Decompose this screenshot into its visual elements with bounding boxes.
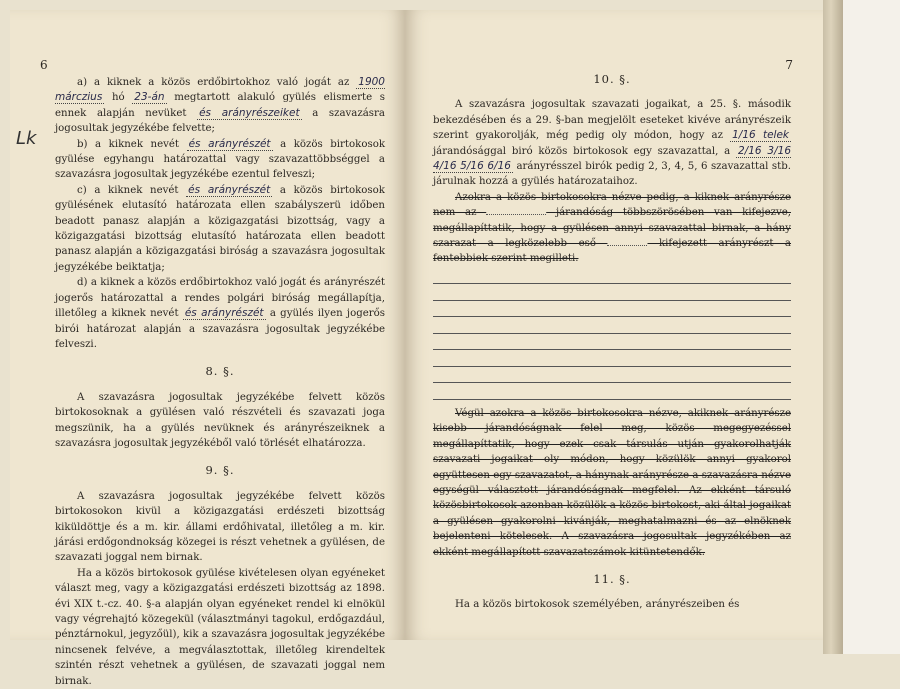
section-8-paragraph: A szavazásra jogosultak jegyzékébe felvett közös birtokosoknak a gyülésen való részvételi és szavazati joga megszünik, ha a gyülés nevüknek és arányrészeiknek a szavazásra jogosultak jegyzékéből való törlését elhatározza.: [55, 391, 385, 449]
section-heading-8: 8. §.: [205, 364, 235, 379]
section-9-paragraph-2: Ha a közös birtokosok gyülése kivételesen olyan egyéneket választ meg, vagy a közigazgatási erdészeti bizottság az 1898. évi XIX t.-cz. 40. §-a alapján olyan egyéneket rendel ki elnökül vagy végrehajtó közegekül (választmányi tagokul, erdőgazdául, pénztárnokul, jegyzőül), kik a szavazásra jogosultak jegyzékébe nincsenek felvéve, a megválasztottak, illetőleg kirendeltek szintén részt vehetnek a gyülésen, de szavazati joggal nem birnak.: [55, 567, 385, 687]
section-9-paragraph-1: A szavazásra jogosultak jegyzékébe felvett közös birtokosokon kivül a közigazgatási erdészeti bizottság kiküldöttje és a m. kir. állami erdőhivatal, illetőleg a m. kir. járási erdőgondnokság közegei is részt vehetnek a gyülésen, de szavazati joggal nem birnak.: [55, 490, 385, 564]
page-number-left: 6: [40, 58, 48, 72]
page-stack-edge: [823, 0, 843, 654]
blank-ruled-lines: [433, 269, 791, 400]
item-b: b) a kiknek nevét és arányrészét a közös birtokosok gyülése egyhangu határozattal vagy szavazattöbbséggel a szavazásra jogosultak jegyzékébe ezentul felveszi;: [55, 137, 385, 181]
handwritten-entry: és arányrészét: [188, 183, 271, 196]
left-page: [10, 10, 405, 687]
background: [843, 0, 900, 654]
struck-paragraph-1: Azokra a közös birtokosokra nézve pedig, a kiknek arányrésze nem az járandóság többszörösében van kifejezve, megállapíttatik, hogy a gyülésen annyi szavazattal birnak, a hány szarazat a legközelebb eső kifejezett arányrészt a fentebbiek szerint megilleti.: [433, 191, 792, 265]
handwritten-entry: és arányrészét: [184, 307, 264, 320]
item-a: a) a kiknek a közös erdőbirtokhoz való jogát az 1900 márczius hó 23-án megtartott alakuló gyülés elismerte s ennek alapján nevüket és arányrészeiket a szavazásra jogosultak jegyzékébe felvette;: [55, 76, 385, 135]
item-c: c) a kiknek nevét és arányrészét a közös birtokosok gyülésének elutasító határozata ellen szabályszerü időben beadott panasz alapján a közigazgatási bizottság, vagy a közigazgatási bizottság elutasító határozata ellen beadott panasz alapján a közigazgatási biróság a szavazásra jogosultak jegyzékébe beiktatja;: [55, 183, 385, 273]
handwritten-margin-note: Lk: [16, 128, 37, 149]
handwritten-entry: és arányrészét: [188, 137, 271, 150]
right-page-text: [433, 72, 791, 613]
handwritten-entry: 23-án: [134, 91, 165, 104]
section-10-paragraph-1: A szavazásra jogosultak szavazati jogaikat, a 25. §. második bekezdésében és a 29. §-ban megjelölt eseteket kivéve arányrészeik szerint gyakorolják, még pedig oly módon, hogy az 1/16 telek járandósággal biró közös birtokosok egy szavazattal, a 2/16 3/16 4/16 5/16 6/16 arányrésszel birók pedig 2, 3, 4, 5, 6 szavazattal stb. járulnak hozzá a gyülés határozataihoz.: [433, 99, 791, 188]
right-page: [405, 10, 823, 640]
section-heading-11: 11. §.: [593, 571, 631, 586]
handwritten-entry: és arányrészeiket: [199, 106, 300, 119]
item-d: d) a kiknek a közös erdőbirtokhoz való jogát és arányrészét jogerős határozattal a rendes polgári biróság megállapítja, illetőleg a kiknek nevét és arányrészét a gyülés ilyen jogerős birói határozat alapján a szavazásra jogosultak jegyzékébe felveszi.: [55, 277, 385, 350]
section-heading-10: 10. §.: [593, 72, 631, 86]
section-heading-9: 9. §.: [205, 463, 235, 478]
handwritten-entry: 2/16 3/16 4/16 5/16 6/16: [433, 144, 791, 173]
struck-paragraph-2: Végül azokra a közös birtokosokra nézve, akiknek arányrésze kisebb járandóságnak felel meg, közös megegyezéssel megállapíttatik, hogy ezek csak társulás utján gyakorolhatják szavazati jogaikat oly módon, hogy közülök annyi gyakorol együttesen egy szavazatot, a hánynak arányrésze a szavazásra nézve egységül választott járandóságnak megfelel. Az ekként társuló közösbirtokosok azonban közülök a közös birtokost, aki által jogaikat a gyülésen gyakorolni kivánják, meghatalmazni és az elnöknek bejelenteni kötelesek. A szavazásra jogosultak jegyzékében az ekként megállapított szavazatszámok kitüntetendők.: [433, 407, 791, 558]
section-11-paragraph: Ha a közös birtokosok személyében, arányrészeiben és: [455, 599, 740, 611]
left-page-text: [55, 75, 385, 689]
handwritten-entry: 1/16 telek: [732, 129, 789, 142]
page-number-right: 7: [785, 58, 793, 72]
handwritten-entry: 1900 márczius: [55, 76, 385, 104]
